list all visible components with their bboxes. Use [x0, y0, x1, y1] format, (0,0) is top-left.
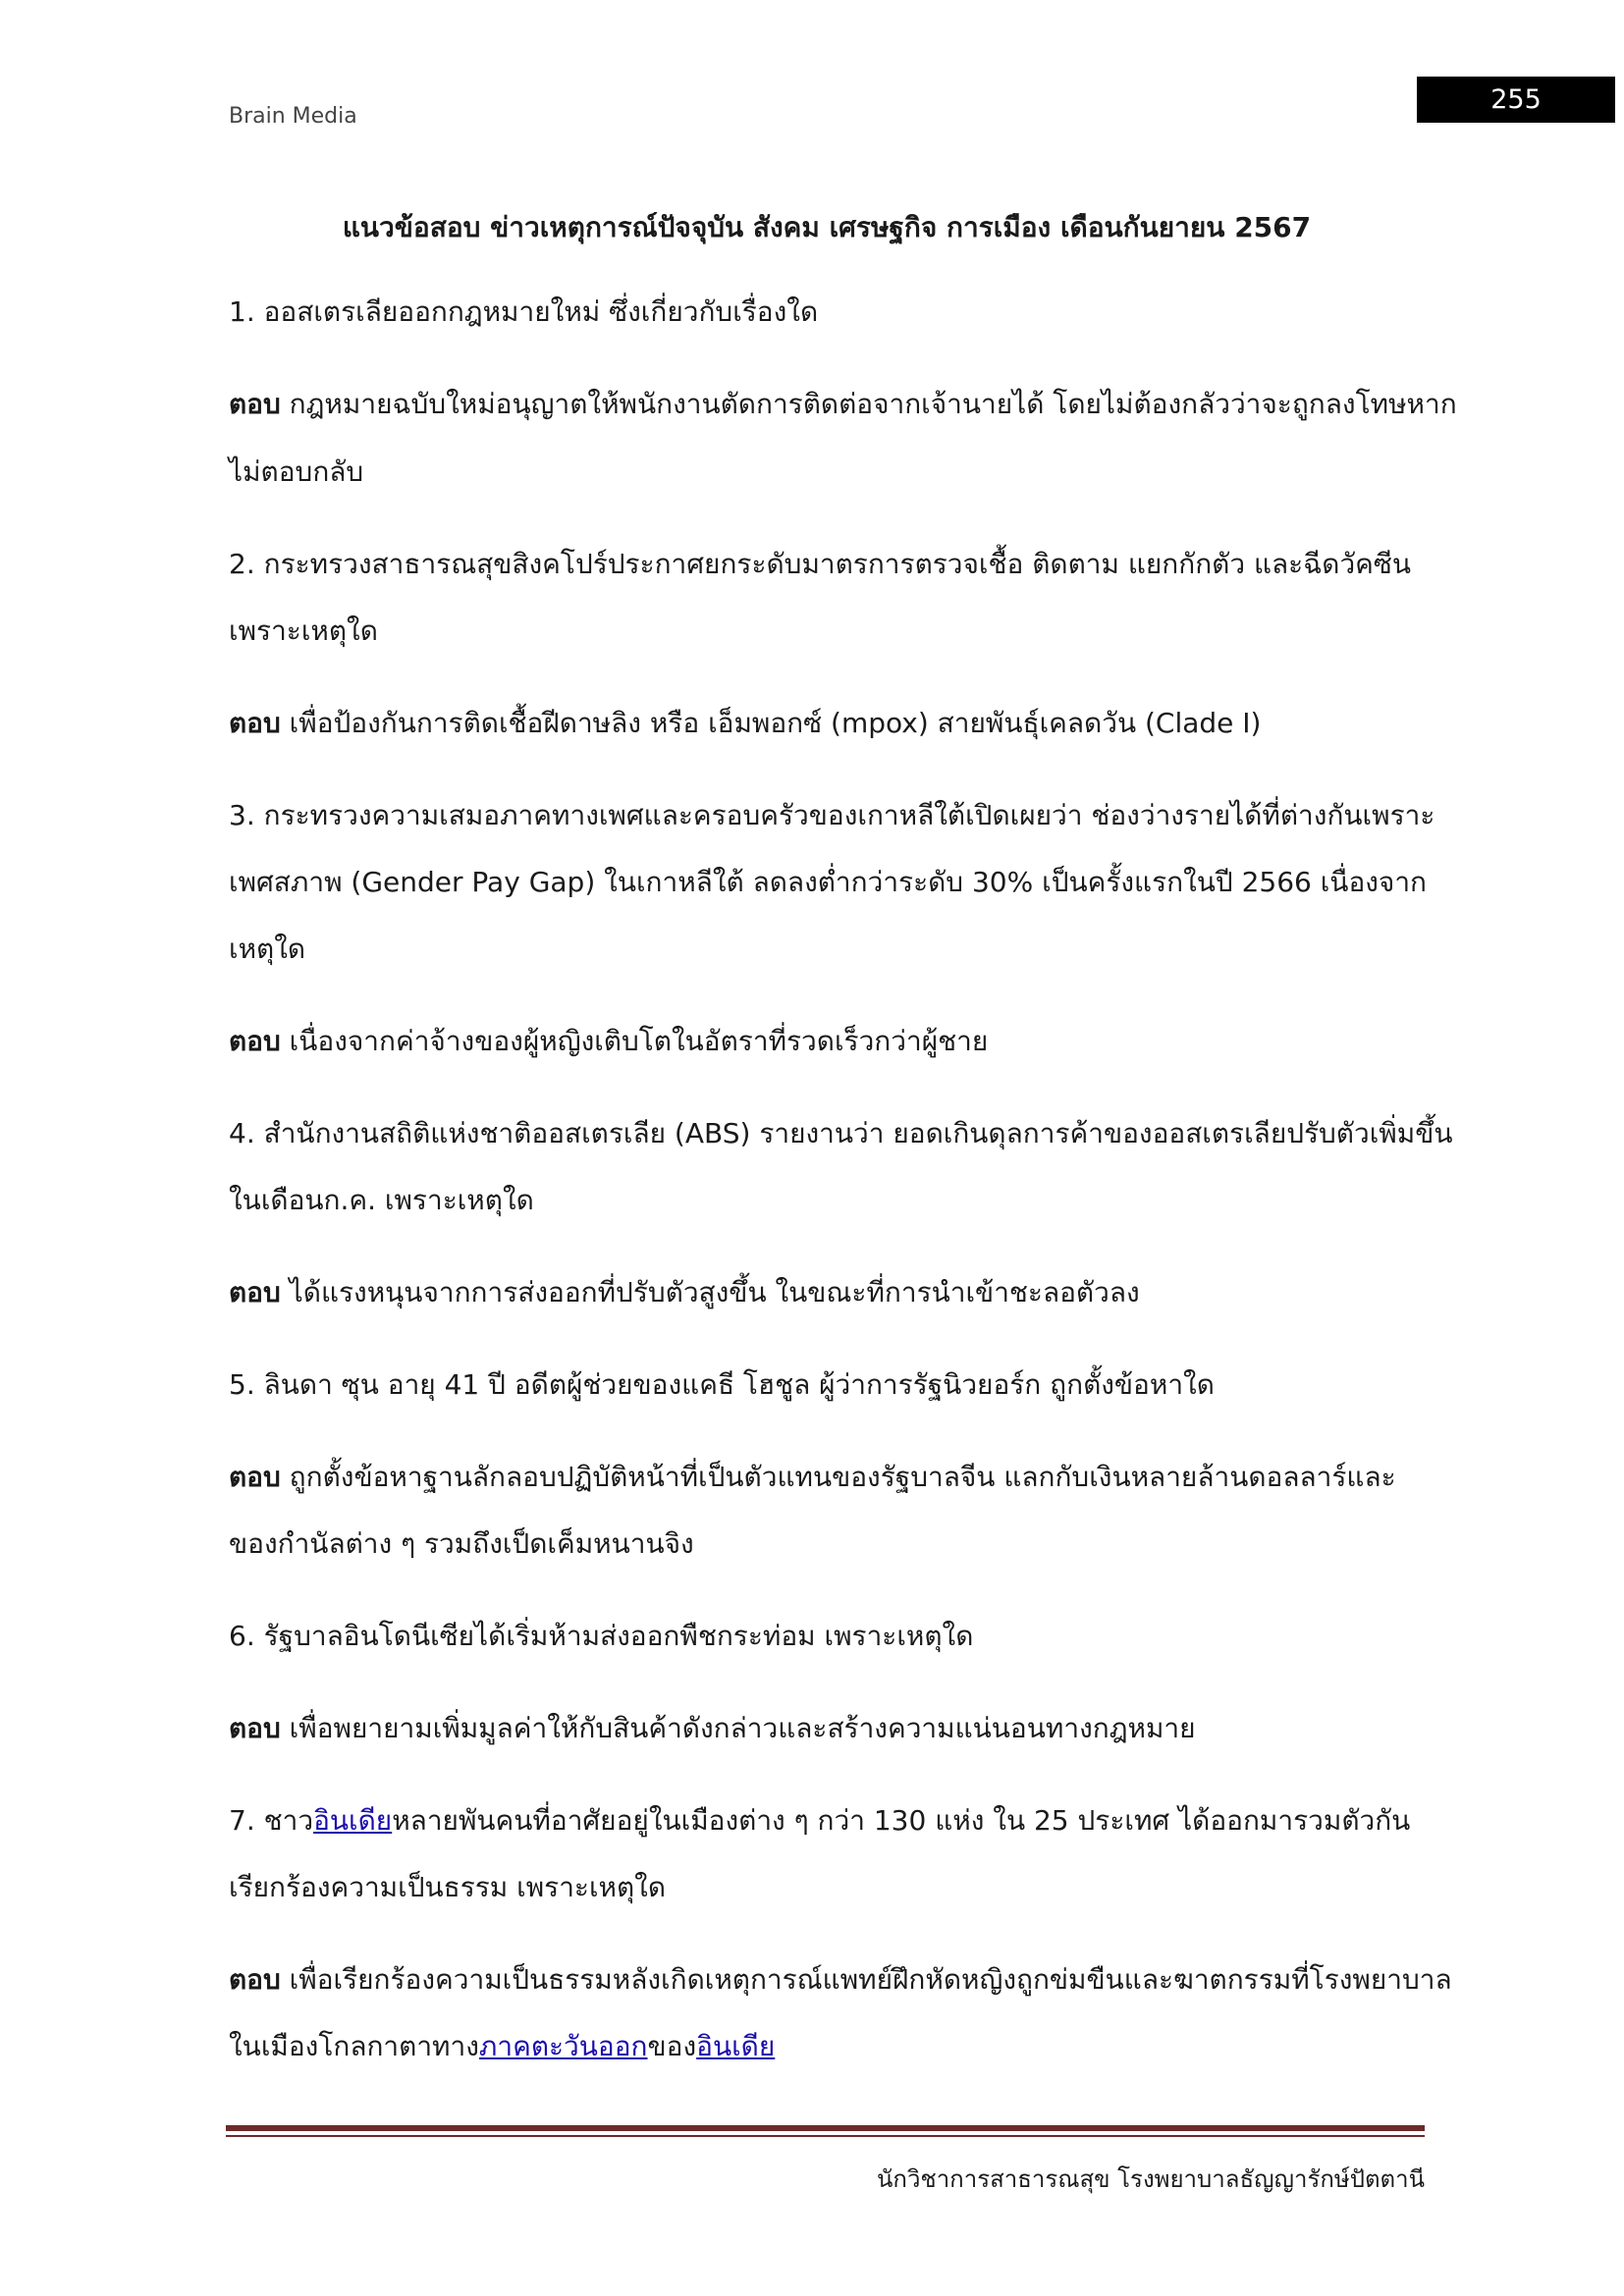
answer-label: ตอบ: [229, 1963, 281, 1996]
answer-2-line-1: [229, 704, 1261, 743]
answer-6-line-1: [229, 1709, 1196, 1748]
india-link[interactable]: อินเดีย: [313, 1804, 393, 1837]
answer-4-text: ได้แรงหนุนจากการส่งออกที่ปรับตัวสูงขึ้น ในขณะที่การนำเข้าชะลอตัวลง: [280, 1276, 1140, 1308]
question-3-line-1: 3. กระทรวงความเสมอภาคทางเพศและครอบครัวของเกาหลีใต้เปิดเผยว่า ช่องว่างรายได้ที่ต่างกันเพราะ: [229, 799, 1435, 831]
question-7-prefix: 7. ชาว: [229, 1804, 314, 1837]
answer-6-text: เพื่อพยายามเพิ่มมูลค่าให้กับสินค้าดังกล่าวและสร้างความแน่นอนทางกฎหมาย: [280, 1712, 1196, 1744]
answer-1-line-2: ไม่ตอบกลับ: [229, 455, 364, 488]
page-number: 255: [1417, 77, 1615, 123]
answer-7-line-1: [229, 1960, 1452, 2000]
east-region-link[interactable]: ภาคตะวันออก: [478, 2030, 648, 2062]
question-7-line-2: เรียกร้องความเป็นธรรม เพราะเหตุใด: [229, 1871, 667, 1903]
india-link-2[interactable]: อินเดีย: [696, 2030, 776, 2062]
answer-4-line-1: [229, 1273, 1140, 1312]
answer-label: ตอบ: [229, 1712, 281, 1744]
page-title: แนวข้อสอบ ข่าวเหตุการณ์ปัจจุบัน สังคม เศรษฐกิจ การเมือง เดือนกันยายน 2567: [342, 211, 1312, 243]
answer-label: ตอบ: [229, 707, 281, 739]
answer-7-text: เพื่อเรียกร้องความเป็นธรรมหลังเกิดเหตุการณ์แพทย์ฝึกหัดหญิงถูกข่มขืนและฆาตกรรมที่โรงพยาบาล: [280, 1963, 1452, 1996]
answer-1-line-1: [229, 385, 1457, 424]
question-6-line-1: 6. รัฐบาลอินโดนีเซียได้เริ่มห้ามส่งออกพืชกระท่อม เพราะเหตุใด: [229, 1620, 974, 1652]
answer-7-line-2: [229, 2027, 775, 2066]
question-3-line-3: เหตุใด: [229, 933, 306, 965]
question-4-line-1: 4. สำนักงานสถิติแห่งชาติออสเตรเลีย (ABS) รายงานว่า ยอดเกินดุลการค้าของออสเตรเลียปรับตัวเพิ่มขึ้น: [229, 1117, 1453, 1149]
answer-5-line-2: ของกำนัลต่าง ๆ รวมถึงเป็ดเค็มหนานจิง: [229, 1527, 694, 1560]
answer-5-text: ถูกตั้งข้อหาฐานลักลอบปฏิบัติหน้าที่เป็นตัวแทนของรัฐบาลจีน แลกกับเงินหลายล้านดอลลาร์และ: [280, 1461, 1396, 1493]
answer-3-text: เนื่องจากค่าจ้างของผู้หญิงเติบโตในอัตราที่รวดเร็วกว่าผู้ชาย: [280, 1025, 989, 1057]
answer-label: ตอบ: [229, 388, 281, 420]
question-7-suffix: หลายพันคนที่อาศัยอยู่ในเมืองต่าง ๆ กว่า 130 แห่ง ใน 25 ประเทศ ได้ออกมารวมตัวกัน: [392, 1804, 1411, 1837]
answer-7-line-2-mid: ของ: [647, 2030, 697, 2062]
answer-1-text: กฎหมายฉบับใหม่อนุญาตให้พนักงานตัดการติดต่อจากเจ้านายได้ โดยไม่ต้องกลัวว่าจะถูกลงโทษหาก: [280, 388, 1457, 420]
answer-3-line-1: [229, 1022, 988, 1061]
brand-name: Brain Media: [229, 104, 357, 129]
answer-7-line-2-prefix: ในเมืองโกลกาตาทาง: [229, 2030, 479, 2062]
footer-divider-thin: [226, 2135, 1425, 2137]
question-3-line-2: เพศสภาพ (Gender Pay Gap) ในเกาหลีใต้ ลดลงต่ำกว่าระดับ 30% เป็นครั้งแรกในปี 2566 เนื่องจาก: [229, 866, 1428, 898]
answer-label: ตอบ: [229, 1461, 281, 1493]
question-7-line-1: [229, 1801, 1410, 1841]
answer-2-text: เพื่อป้องกันการติดเชื้อฝีดาษลิง หรือ เอ็มพอกซ์ (mpox) สายพันธุ์เคลดวัน (Clade I): [280, 707, 1262, 739]
answer-5-line-1: [229, 1458, 1396, 1497]
answer-label: ตอบ: [229, 1025, 281, 1057]
question-4-line-2: ในเดือนก.ค. เพราะเหตุใด: [229, 1184, 534, 1216]
question-5-line-1: 5. ลินดา ซุน อายุ 41 ปี อดีตผู้ช่วยของแคธี โฮชูล ผู้ว่าการรัฐนิวยอร์ก ถูกตั้งข้อหาใด: [229, 1368, 1215, 1401]
question-2-line-2: เพราะเหตุใด: [229, 614, 378, 647]
question-2-line-1: 2. กระทรวงสาธารณสุขสิงคโปร์ประกาศยกระดับมาตรการตรวจเชื้อ ติดตาม แยกกักตัว และฉีดวัคซีน: [229, 548, 1412, 580]
footer-author: นักวิชาการสาธารณสุข โรงพยาบาลธัญญารักษ์ปัตตานี: [877, 2165, 1425, 2193]
answer-label: ตอบ: [229, 1276, 281, 1308]
footer-divider-thick: [226, 2125, 1425, 2131]
question-1-line-1: 1. ออสเตรเลียออกกฎหมายใหม่ ซึ่งเกี่ยวกับเรื่องใด: [229, 295, 819, 328]
